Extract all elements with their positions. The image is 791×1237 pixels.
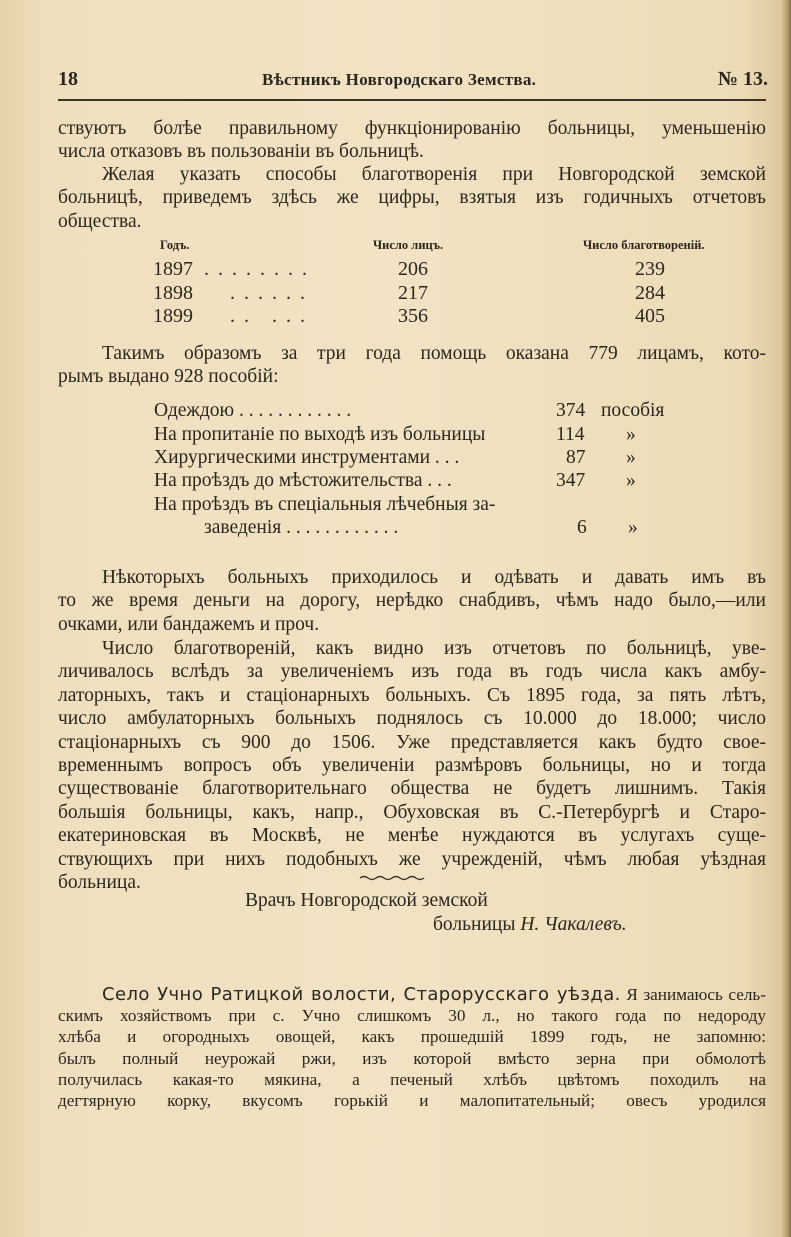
text-line: ствуютъ болѣе правильному функціонированію больницы, уменьшенію xyxy=(58,118,766,139)
signature-name: Н. Чакалевъ. xyxy=(520,914,627,935)
table-row-persons: 217 xyxy=(398,282,428,304)
table-row-year: 1897 xyxy=(153,258,193,280)
aid-item-value: 374 xyxy=(556,400,586,421)
text-line: больница. xyxy=(58,872,141,894)
text-line: латорныхъ, такъ и стаціонарныхъ больныхъ. Съ 1895 года, за пять лѣтъ, xyxy=(58,684,766,706)
table-row-year: 1898 xyxy=(153,282,193,304)
text-line: стаціонарныхъ съ 900 до 1506. Уже представляется какъ будто свое- xyxy=(58,731,766,753)
text-line: скимъ хозяйствомъ при с. Учно слишкомъ 30 л., но такого года по недороду xyxy=(58,1006,766,1026)
text-line: то же время деньги на дорогу, нерѣдко снабдивъ, чѣмъ надо было,—или xyxy=(58,590,766,612)
table-header-benefits: Число благотвореній. xyxy=(583,238,705,252)
aid-item-label: заведенія . . . . . . . . . . . . xyxy=(204,517,399,538)
aid-item-unit: » xyxy=(626,447,636,468)
table-row-benefits: 239 xyxy=(635,258,665,280)
table-row-benefits: 405 xyxy=(635,305,665,327)
text-line: большія больницы, какъ, напр., Обуховская въ С.-Петербургѣ и Старо- xyxy=(58,801,766,823)
page-number: 18 xyxy=(58,68,78,90)
aid-item-unit: пособія xyxy=(601,400,665,421)
text-line: больницѣ, приведемъ здѣсь же цифры, взятыя изъ годичныхъ отчетовъ xyxy=(58,187,766,209)
text-line: получилась какая-то мякина, а печеный хлѣбъ цвѣтомъ походилъ на xyxy=(58,1069,766,1089)
journal-title: Вѣстникъ Новгородскаго Земства. xyxy=(262,70,537,89)
aid-item-value: 6 xyxy=(577,517,587,538)
running-header xyxy=(58,66,768,96)
text-line: Нѣкоторыхъ больныхъ приходилось и одѣвать и давать имъ въ xyxy=(102,567,766,588)
aid-item-label: На проѣздъ въ спеціальныя лѣчебныя за- xyxy=(154,494,496,515)
text-line: ствующихъ при нихъ подобныхъ же учрежденій, чѣмъ любая уѣздная xyxy=(58,848,766,870)
text-line: личивалось вслѣдъ за увеличеніемъ изъ года въ годъ числа какъ амбу- xyxy=(58,661,766,683)
table-header-year: Годъ. xyxy=(160,238,190,252)
paragraph-3 xyxy=(58,342,766,389)
aid-item-unit: » xyxy=(626,424,636,445)
text-line xyxy=(58,984,766,1005)
section-divider-ornament xyxy=(358,874,428,882)
signature-prefix: больницы xyxy=(433,914,516,935)
table-row-dots: . . . . . . xyxy=(230,282,307,304)
table-row-dots: . . . . . . . . xyxy=(204,258,309,280)
aid-item-label: На проѣздъ до мѣстожительства . . . xyxy=(154,470,452,491)
paragraph-4 xyxy=(58,566,766,636)
aid-item-value: 114 xyxy=(556,424,585,445)
issue-number: № 13. xyxy=(717,68,768,90)
text-line: екатериновская въ Москвѣ, не менѣе нуждаются въ услугахъ суще- xyxy=(58,825,766,847)
signature-line-1: Врачъ Новгородской земской xyxy=(245,890,488,911)
aid-item-label: Хирургическими инструментами . . . xyxy=(154,447,460,468)
aid-item-unit: » xyxy=(626,470,636,491)
text-line: существованіе благотворительнаго общества не будетъ лишнимъ. Такія xyxy=(58,778,766,800)
paragraph-2 xyxy=(58,163,766,233)
aid-item-label: Одеждою . . . . . . . . . . . . xyxy=(154,400,352,421)
section-2-first-line: Я занимаюсь сель- xyxy=(626,985,766,1004)
text-line: число амбулаторныхъ больныхъ поднялось съ 10.000 до 18.000; число xyxy=(58,708,766,730)
text-line: Такимъ образомъ за три года помощь оказана 779 лицамъ, кото- xyxy=(102,343,766,364)
table-row-persons: 206 xyxy=(398,258,428,280)
text-line: числа отказовъ въ пользованіи въ больницѣ. xyxy=(58,141,424,163)
section-2-heading: Село Учно Ратицкой волости, Старорусскаго уѣзда. xyxy=(102,984,621,1005)
text-line: очками, или бандажемъ и проч. xyxy=(58,613,320,635)
aid-item-unit: » xyxy=(628,517,638,538)
text-line: общества. xyxy=(58,210,142,232)
text-line: рымъ выдано 928 пособій: xyxy=(58,366,279,388)
aid-item-label: На пропитаніе по выходѣ изъ больницы xyxy=(154,424,486,445)
section-2 xyxy=(58,984,766,1111)
table-header-persons: Число лицъ. xyxy=(373,238,444,252)
aid-item-value: 347 xyxy=(556,470,586,491)
table-row-year: 1899 xyxy=(153,305,193,327)
page-edge-shadow xyxy=(781,0,791,1237)
table-row-dots: . . . . . xyxy=(230,305,307,327)
text-line: Желая указать способы благотворенія при Новгородской земской xyxy=(102,164,766,185)
paragraph-1 xyxy=(58,117,766,164)
signature-line-2 xyxy=(433,914,627,936)
table-row-persons: 356 xyxy=(398,305,428,327)
aid-item-value: 87 xyxy=(566,447,586,468)
text-line: Число благотвореній, какъ видно изъ отчетовъ по больницѣ, уве- xyxy=(102,638,766,659)
text-line: былъ полный неурожай ржи, изъ которой вмѣсто зерна при обмолотѣ xyxy=(58,1048,766,1068)
table-row-benefits: 284 xyxy=(635,282,665,304)
paragraph-5 xyxy=(58,637,766,894)
header-rule xyxy=(58,99,766,101)
text-line: хлѣба и огородныхъ овощей, какъ прошедшій 1899 годъ, не запомню: xyxy=(58,1027,766,1047)
text-line: дегтярную корку, вкусомъ горькій и малопитательный; овесъ уродился xyxy=(58,1091,766,1111)
text-line: временнымъ вопросъ объ увеличеніи размѣровъ больницы, но и тогда xyxy=(58,755,766,777)
